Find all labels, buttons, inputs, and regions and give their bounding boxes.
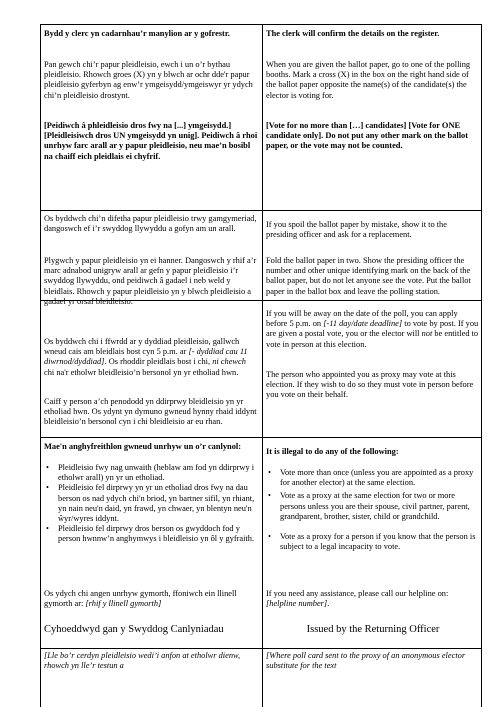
english-para-vote-limit: [Vote for no more than […] candidates] [Vote for ONE candidate only]. Do not put any other mark on the ballot paper, or the vote may not be counted. <box>266 121 469 151</box>
english-para-spoil: If you spoil the ballot paper by mistake, show it to the presiding officer and ask for a replacement. <box>266 220 447 240</box>
welsh-para-proxy: Caiff y person a’ch penododd yn ddirprwy bleidleisio yn yr etholiad hwn. Os ydynt yn dymuno gwneud hynny rhaid iddynt bleidleisio’n bersonol cyn i chi bleidleisio ar eu rhan. <box>44 397 257 427</box>
english-heading-register: The clerk will confirm the details on the register. <box>266 29 440 38</box>
welsh-para-spoil: Os byddwch chi’n difetha papur pleidleisio trwy gamgymeriad, dangoswch ef i’r swyddog llywyddu a gofyn am un arall. <box>44 214 257 234</box>
list-item: • Pleidleisio fel dirprwy yn yr un etholiad dros fwy na dau berson os nad ydych chi'n briod, yn bartner sifil, yn rhiant, yn nain neu'n daid, yn frawd, yn chwaer, yn blentyn neu'n ŵyr/wyres iddynt. <box>44 483 258 524</box>
english-para-postal: If you will be away on the date of the poll, you can apply before 5 p.m. on [-11 day/date deadline] to vote by post. If you are given a postal vote, you or the elector will not be entitled to vote in person at this election. <box>266 309 479 349</box>
english-footer-note: [Where poll card sent to the proxy of an anonymous elector substitute for the text <box>266 651 466 671</box>
list-item: • Vote more than once (unless you are appointed as a proxy for another elector) at the same election. <box>266 468 480 488</box>
row-divider <box>41 648 481 649</box>
english-para-fold: Fold the ballot paper in two. Show the presiding officer the number and other unique identifying mark on the back of the ballot paper, but do not let anyone see the vote. Put the ballot paper in the ballot box and leave the polling station. <box>266 256 471 296</box>
english-para-proxy: The person who appointed you as proxy may vote at this election. If they wish to do so they must vote in person before you vote on their behalf. <box>266 370 474 400</box>
list-item: • Vote as a proxy at the same election for two or more persons unless you are their spouse, civil partner, parent, grandparent, brother, sister, child or grandchild. <box>266 491 480 522</box>
english-heading-illegal: It is illegal to do any of the following: <box>266 447 399 456</box>
welsh-para-ballot: Pan gewch chi’r papur pleidleisio, ewch i un o’r bythau pleidleisio. Rhowch groes (X) yn y blwch ar ochr dde'r papur pleidleisio gyferbyn ag enw’r ymgeisydd/ymgeiswyr yr ydych chi’n pleidleisio drostynt. <box>44 60 253 100</box>
welsh-para-vote-limit: [Peidiwch â phleidleisio dros fwy na [...] ymgeisydd.] [Pleidleisiwch dros UN ymgeisydd yn unig]. Peidiwch â rhoi unrhyw farc arall ar y papur pleidleisio, neu mae’n bosibl na chaiff eich pleidlais ei chyfrif. <box>44 121 258 161</box>
welsh-heading-register: Bydd y clerc yn cadarnhau’r manylion ar y gofrestr. <box>44 29 230 38</box>
english-illegal-list <box>266 468 480 552</box>
english-para-ballot: When you are given the ballot paper, go to one of the polling booths. Mark a cross (X) in the box on the right hand side of the ballot paper opposite the name(s) of the candidate(s) the elector is voting for. <box>266 60 471 100</box>
row-divider <box>41 210 481 211</box>
row-divider <box>41 437 481 438</box>
welsh-para-helpline: Os ydych chi angen unrhyw gymorth, ffoniwch ein llinell gymorth ar: [rhif y llinell gymorth] <box>44 589 237 609</box>
list-item: • Pleidleisio fwy nag unwaith (heblaw am fod yn ddirprwy i etholwr arall) yn yr un etholiad. <box>44 463 258 483</box>
welsh-para-postal: Os byddwch chi i ffwrdd ar y dyddiad pleidleisio, gallwch wneud cais am bleidlais bost cyn 5 p.m. ar [- dyddiad cau 11 diwrnod/dyddiad]. Os rhoddir pleidlais bost i chi, ni chewch chi na'r etholwr bleidleisio’n bersonol yn yr etholiad hwn. <box>44 337 248 377</box>
english-para-helpline: If you need any assistance, please call our helpline on: [helpline number]. <box>266 589 449 609</box>
welsh-issued-by: Cyhoeddwyd gan y Swyddog Canlyniadau <box>44 624 224 635</box>
list-item: • Vote as a proxy for a person if you know that the person is subject to a legal incapacity to vote. <box>266 532 480 552</box>
welsh-footer-note: [Lle bo’r cerdyn pleidleisio wedi’i anfon at etholwr dienw, rhowch yn lle’r testun a <box>44 651 241 671</box>
english-issued-by: Issued by the Returning Officer <box>306 624 440 635</box>
welsh-illegal-list <box>44 463 258 545</box>
welsh-heading-illegal: Mae'n anghyfreithlon gwneud unrhyw un o’r canlynol: <box>44 442 242 451</box>
welsh-para-fold: Plygwch y papur pleidleisio yn ei hanner. Dangoswch y rhif a’r marc adnabod unigryw arall ar gefn y papur pleidleisio i’r swyddog llywyddu, ond peidiwch â gadael i neb weld y bleidlais. Rhowch y papur pleidleisio yn y blwch pleidleisio a gadael yr orsaf bleidleisio. <box>44 256 257 306</box>
list-item: • Pleidleisio fel dirprwy dros berson os gwyddoch fod y person hwnnw’n anghymwys i bleidleisio yn ôl y gyfraith. <box>44 524 258 544</box>
